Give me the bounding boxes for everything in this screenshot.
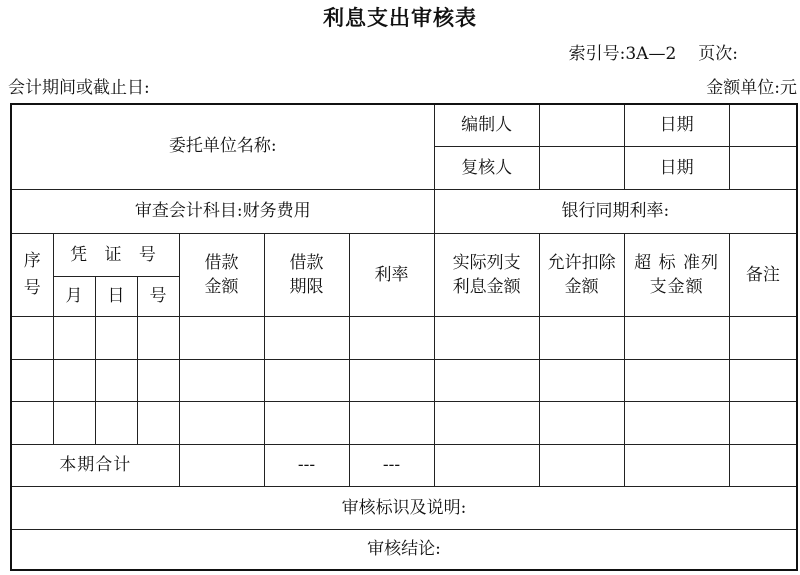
col-remarks: 备注 (729, 234, 797, 317)
cell[interactable] (624, 359, 729, 402)
total-loan-term: --- (264, 444, 349, 487)
cell[interactable] (179, 359, 264, 402)
col-voucher: 凭 证 号 (53, 234, 179, 277)
cell[interactable] (624, 402, 729, 445)
cell[interactable] (137, 402, 179, 445)
col-rate: 利率 (349, 234, 434, 317)
col-loan-amount: 借款金额 (179, 234, 264, 317)
total-excess[interactable] (624, 444, 729, 487)
cell[interactable] (179, 317, 264, 360)
col-number: 号 (137, 276, 179, 317)
table-row (11, 402, 797, 445)
cell[interactable] (434, 317, 539, 360)
cell[interactable] (179, 402, 264, 445)
client-name-label: 委托单位名称: (168, 136, 277, 157)
total-rate: --- (349, 444, 434, 487)
cell[interactable] (729, 317, 797, 360)
bank-rate-cell[interactable] (434, 189, 797, 234)
cell[interactable] (137, 359, 179, 402)
cell[interactable] (11, 402, 53, 445)
cell[interactable] (434, 359, 539, 402)
cell[interactable] (11, 317, 53, 360)
bank-rate-label: 银行同期利率: (561, 201, 670, 222)
total-label: 本期合计 (11, 444, 179, 487)
reviewed-by-label: 复核人 (434, 147, 539, 190)
col-month: 月 (53, 276, 95, 317)
total-loan-amount[interactable] (179, 444, 264, 487)
table-row (11, 359, 797, 402)
reviewed-date-label: 日期 (624, 147, 729, 190)
col-excess: 超 标 准列支金额 (624, 234, 729, 317)
cell[interactable] (95, 317, 137, 360)
cell[interactable] (349, 317, 434, 360)
total-allowed-deduction[interactable] (539, 444, 624, 487)
cell[interactable] (53, 317, 95, 360)
cell[interactable] (95, 359, 137, 402)
reviewed-date-field[interactable] (729, 147, 797, 190)
cell[interactable] (53, 359, 95, 402)
reviewed-by-field[interactable] (539, 147, 624, 190)
index-number: 索引号:3A—2 (568, 44, 677, 64)
cell[interactable] (729, 402, 797, 445)
form-title: 利息支出审核表 (323, 6, 477, 30)
col-loan-term: 借款期限 (264, 234, 349, 317)
cell[interactable] (11, 359, 53, 402)
cell[interactable] (264, 402, 349, 445)
cell[interactable] (539, 359, 624, 402)
period-label: 会计期间或截止日: (8, 78, 150, 98)
cell[interactable] (264, 359, 349, 402)
prepared-by-label: 编制人 (434, 104, 539, 147)
col-allowed-deduction: 允许扣除金额 (539, 234, 624, 317)
col-day: 日 (95, 276, 137, 317)
cell[interactable] (539, 402, 624, 445)
cell[interactable] (434, 402, 539, 445)
cell[interactable] (349, 359, 434, 402)
col-seq: 序号 (11, 234, 53, 317)
cell[interactable] (53, 402, 95, 445)
unit-label: 金额单位:元 (706, 78, 797, 98)
cell[interactable] (137, 317, 179, 360)
audit-notes-cell[interactable] (11, 487, 797, 530)
cell[interactable] (539, 317, 624, 360)
total-row (11, 444, 797, 487)
table-row (11, 317, 797, 360)
interest-expense-audit-table (10, 103, 798, 571)
total-actual-interest[interactable] (434, 444, 539, 487)
audit-notes-label: 审核标识及说明: (341, 497, 467, 518)
prepared-date-label: 日期 (624, 104, 729, 147)
page-number-label: 页次: (698, 44, 738, 64)
col-actual-interest: 实际列支利息金额 (434, 234, 539, 317)
audit-conclusion-cell[interactable] (11, 529, 797, 570)
prepared-date-field[interactable] (729, 104, 797, 147)
prepared-by-field[interactable] (539, 104, 624, 147)
audit-conclusion-label: 审核结论: (367, 539, 441, 560)
cell[interactable] (95, 402, 137, 445)
cell[interactable] (624, 317, 729, 360)
index-info (569, 39, 738, 64)
cell[interactable] (349, 402, 434, 445)
client-name-cell[interactable] (11, 104, 434, 189)
cell[interactable] (264, 317, 349, 360)
total-remarks[interactable] (729, 444, 797, 487)
account-subject-label: 审查会计科目:财务费用 (134, 201, 311, 222)
cell[interactable] (729, 359, 797, 402)
account-subject-cell (11, 189, 434, 234)
